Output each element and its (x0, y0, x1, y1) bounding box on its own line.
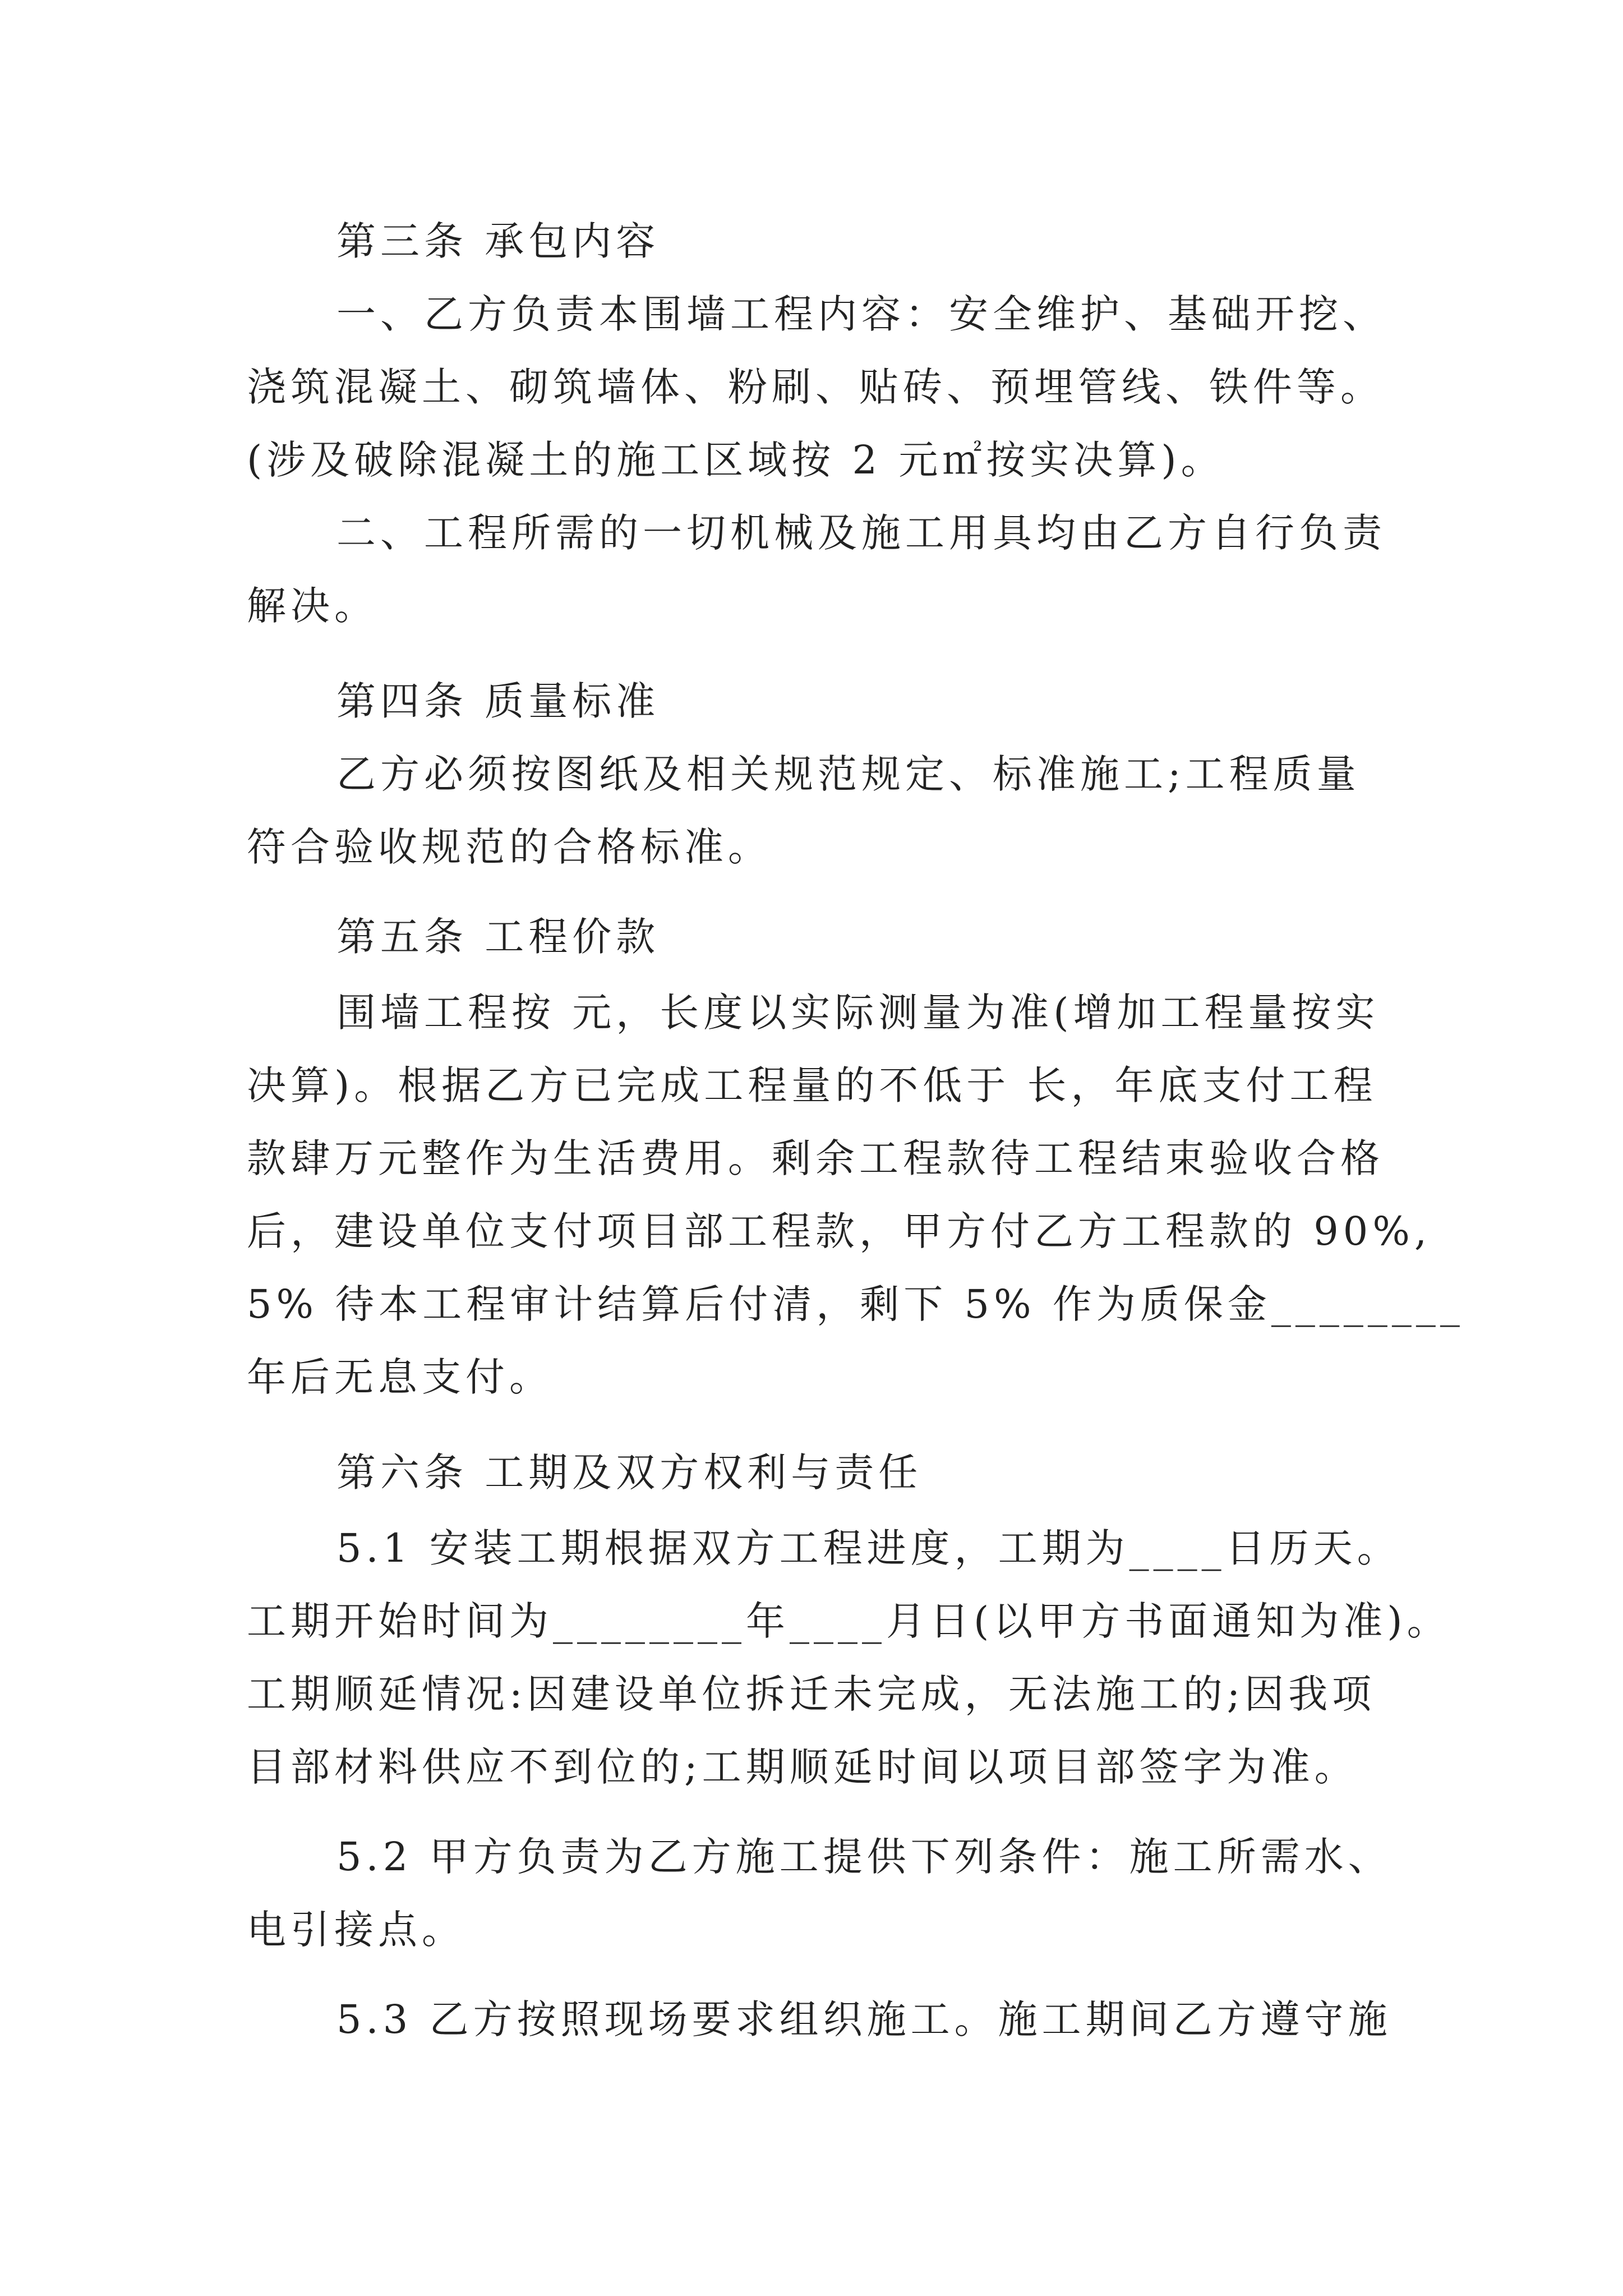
article-4-heading: 第四条 质量标准 (336, 678, 660, 724)
paragraph-line: 围墙工程按 元，长度以实际测量为准(增加工程量按实 (336, 990, 1380, 1036)
paragraph-line: 年后无息支付。 (247, 1354, 553, 1400)
paragraph-line: 后，建设单位支付项目部工程款，甲方付乙方工程款的 90%, (247, 1208, 1432, 1254)
paragraph-line: 决算)。根据乙方已完成工程量的不低于 长，年底支付工程 (247, 1062, 1377, 1108)
paragraph-line: 5.3 乙方按照现场要求组织施工。施工期间乙方遵守施 (336, 1996, 1392, 2042)
paragraph-line: 二、工程所需的一切机械及施工用具均由乙方自行负责 (336, 510, 1386, 556)
paragraph-line: 款肆万元整作为生活费用。剩余工程款待工程结束验收合格 (247, 1135, 1384, 1181)
paragraph-line: 解决。 (247, 583, 378, 629)
paragraph-line: (涉及破除混凝土的施工区域按 2 元㎡按实决算)。 (247, 437, 1225, 483)
paragraph-line: 一、乙方负责本围墙工程内容：安全维护、基础开挖、 (336, 291, 1386, 337)
paragraph-line: 工期开始时间为________年____月日(以甲方书面通知为准)。 (247, 1598, 1451, 1644)
paragraph-line: 目部材料供应不到位的;工期顺延时间以项目部签字为准。 (247, 1744, 1358, 1790)
paragraph-line: 电引接点。 (247, 1907, 465, 1953)
paragraph-line: 乙方必须按图纸及相关规范规定、标准施工;工程质量 (336, 751, 1361, 797)
paragraph-line: 5.1 安装工期根据双方工程进度，工期为____日历天。 (336, 1525, 1401, 1571)
paragraph-line: 工期顺延情况:因建设单位拆迁未完成，无法施工的;因我项 (247, 1671, 1376, 1717)
article-5-heading: 第五条 工程价款 (336, 914, 660, 960)
paragraph-line: 符合验收规范的合格标准。 (247, 824, 772, 870)
article-3-heading: 第三条 承包内容 (336, 218, 660, 264)
article-6-heading: 第六条 工期及双方权利与责任 (336, 1450, 923, 1496)
paragraph-line: 5% 待本工程审计结算后付清，剩下 5% 作为质保金________ (247, 1281, 1464, 1327)
paragraph-line: 浇筑混凝土、砌筑墙体、粉刷、贴砖、预埋管线、铁件等。 (247, 364, 1384, 410)
paragraph-line: 5.2 甲方负责为乙方施工提供下列条件：施工所需水、 (336, 1834, 1392, 1880)
